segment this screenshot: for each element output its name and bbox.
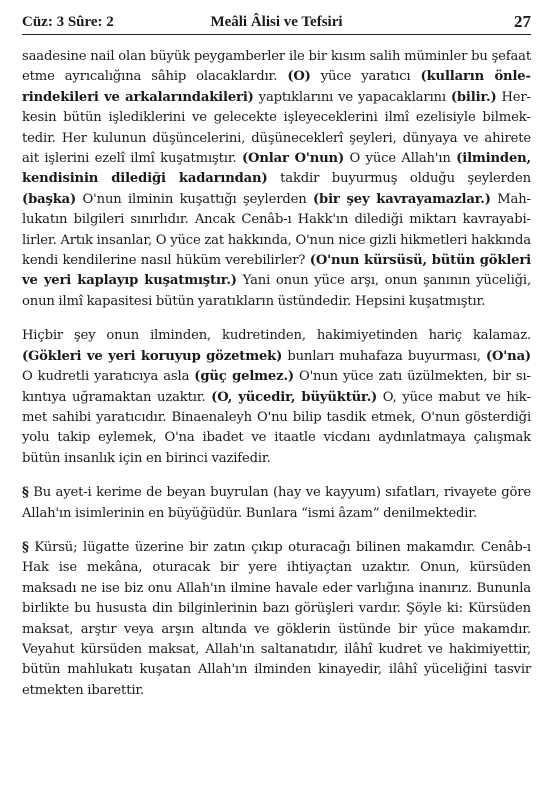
paragraph-1 (22, 47, 531, 312)
text-run: yüce yaratıcı (310, 69, 421, 85)
bold-run: (bilir.) (450, 89, 497, 105)
bold-run: (ilminden, kendisinin dilediği kadarından) (22, 151, 531, 187)
paragraph-4 (22, 538, 531, 701)
bold-run: (kulların önlerindekileri ve arkalarındakileri) (22, 69, 531, 105)
running-header (22, 0, 531, 35)
text-run: Kürsü; lügatte üzerine bir zatın çıkıp oturacağı bilinen makamdır. Cenâb-ı Hak ise mekâna, oturacak bir yere ihtiyaçtan uzaktır. Onun, kürsüden maksadı ne ise biz onu Allah'ın ilmine havale eder varlığına inanırız. Bununla birlikte bu hususta din bilginlerinin bazı görüşleri vardır. Şöyle ki: Kürsüden maksat, arştır veya arşın altında ve göklerin üstünde bir yüce makamdır. Veyahut kürsüden maksat, Allah'ın saltanatıdır, ilâhî kudret ve hakimiyettir, bütün mahlukatı kuşatan Allah'ın ilminden kinayedir, ilâhî yüceliğini tasvir etmekten ibarettir. (22, 539, 531, 698)
text-run: O kudretli yaratıcıya asla (22, 369, 195, 385)
text-run: bunları muhafaza buyurması, (282, 348, 486, 364)
text-run: yaptıklarını ve yapacaklarını (253, 89, 451, 105)
page-number: 27 (514, 12, 531, 31)
bold-run: (bir şey kavrayamazlar.) (312, 191, 491, 207)
text-run: O'nun yüce zatı üzülmekten, bir sıkıntıya uğramaktan uzaktır. (22, 369, 531, 405)
text-run: Mahlukatın bilgileri sınırlıdır. Ancak Cenâb-ı Hakk'ın dilediği miktarı kavrayabilirler. Artık insanlar, O yüce zat hakkında, O'nun nice gizli hikmetleri hakkında kendi kendilerine nasıl hüküm verebilirler? (22, 191, 531, 269)
bold-run: (Onlar O'nun) (241, 151, 345, 167)
bold-run: (O) (287, 69, 311, 85)
paragraph-3 (22, 483, 531, 524)
text-run: O yüce Allah'ın (344, 151, 457, 167)
bold-run: (O'na) (485, 348, 531, 364)
bold-run: § (22, 485, 29, 501)
juz-sura-label: Cüz: 3 Sûre: 2 (22, 14, 114, 30)
bold-run: (O'nun kürsüsü, bütün gökleri ve yeri kaplayıp kuşatmıştır.) (22, 253, 531, 289)
bold-run: § (22, 539, 29, 555)
text-run: Hiçbir şey onun ilminden, kudretinden, hakimiyetinden hariç kalamaz. (22, 328, 531, 344)
text-run: O, yüce mabut ve hikmet sahibi yaratıcıdır. Binaenaleyh O'nu bilip tasdik etmek, O'nun gösterdiği yolu takip eylemek, O'na ibadet ve itaatle vicdanı aydınlatmaya çalışmak bütün insanlık için en birinci vazifedir. (22, 389, 532, 466)
text-run: Yani onun yüce arşı, onun şanının yüceliği, onun ilmî kapasitesi bütün yaratıkların üstündedir. Hepsini kuşatmıştır. (22, 273, 531, 309)
bold-run: (Gökleri ve yeri koruyup gözetmek) (22, 348, 283, 364)
bold-run: (O, yücedir, büyüktür.) (211, 389, 378, 405)
bold-run: (güç gelmez.) (194, 369, 294, 385)
page-body (22, 47, 531, 701)
book-title: Meâli Âlisi ve Tefsiri (210, 14, 343, 30)
text-run: Bu ayet-i kerime de beyan buyrulan (hay ve kayyum) sıfatları, rivayete göre Allah'ın isimlerinin en büyüğüdür. Bunlara “ismi âzam” denilmektedir. (22, 485, 531, 521)
paragraph-2 (22, 326, 531, 469)
text-run: saadesine nail olan büyük peygamberler ile bir kısım salih müminler bu şefaat etme ayrıcalığına sâhip olacaklardır. (22, 49, 531, 85)
text-run: O'nun ilminin kuşattığı şeylerden (76, 191, 313, 207)
text-run: Herkesin bütün işlediklerini ve gelecekte işleyeceklerini ilmî ezelisiyle bilmektedir. Her kulunun düşüncelerini, düşüneceklerî şeyleri, dünyaya ve ahirete ait işlerini ezelî ilmî kuşatmıştır. (22, 89, 531, 167)
text-run: takdir buyurmuş olduğu şeylerden (267, 171, 531, 187)
bold-run: (başka) (22, 191, 77, 207)
